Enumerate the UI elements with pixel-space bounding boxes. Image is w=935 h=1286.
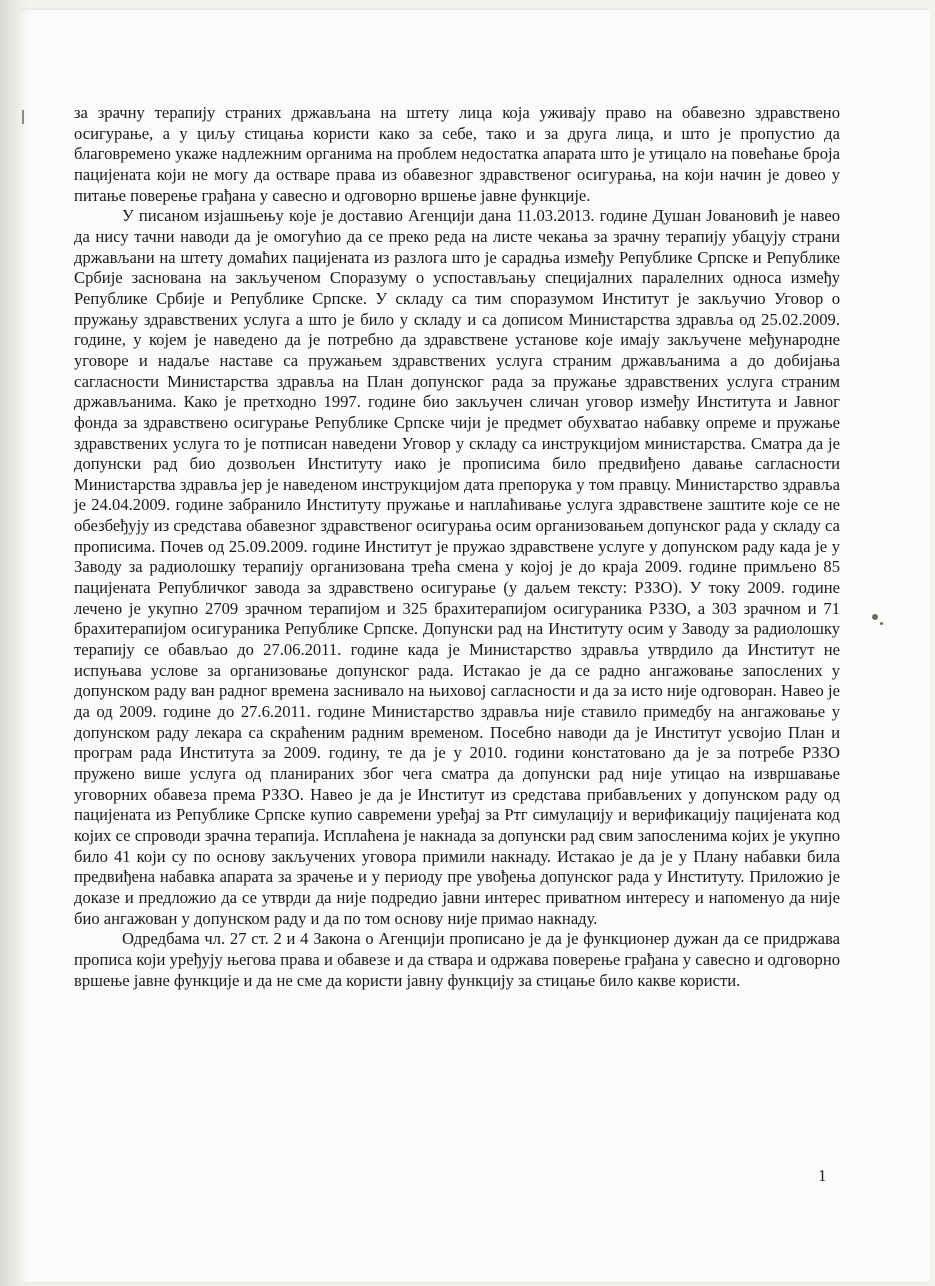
scan-mark: [22, 110, 24, 124]
paragraph-statement: У писаном изјашњењу које је доставио Агенцији дана 11.03.2013. године Душан Јовановић је навео да нису тачни наводи да је омогућио да се преко реда на листе чекања за зрачну терапију убацују страни држављани на штету домаћих пацијената из разлога што је сарадња између Републике Српске и Републике Србије заснована на закљученом Споразуму о успостављању специјалних паралелних односа између Републике Србије и Републике Српске. У складу са тим споразумом Институт је закључио Уговор о пружању здравствених услуга а што је било у складу и са дописом Министарства здравља од 25.02.2009. године, у којем је наведено да је потребно да здравствене установе које имају закључене међународне уговоре и надаље наставе са пружањем здравствених услуга страним држављанима а до добијања сагласности Министарства здравља на План допунског рада за пружање здравствених услуга страним држављанима. Како је претходно 1997. године био закључен сличан уговор између Института и Јавног фонда за здравствено осигурање Републике Српске чији је предмет обухватао набавку опреме и пружање здравствених услуга то је потписан наведени Уговор у складу са инструкцијом министарства. Сматра да је допунски рад био дозвољен Институту иако је прописима било предвиђено давање сагласности Министарства здравља јер је наведеном инструкцијом дата препорука у том правцу. Министарство здравља је 24.04.2009. године забранило Институту пружање и наплаћивање услуга здравствене заштите које се не обезбеђују из средстава обавезног здравственог осигурања осим организовањем допунског рада у складу са прописима. Почев од 25.09.2009. године Институт је пружао здравствене услуге у допунском раду када је у Заводу за радиолошку терапију организована трећа смена у којој је до краја 2009. године примљено 85 пацијената Републичког завода за здравствено осигурање (у даљем тексту: РЗЗО). У току 2009. године лечено је укупно 2709 зрачном терапијом и 325 брахитерапијом осигураника РЗЗО, а 303 зрачном и 71 брахитерапијом осигураника Републике Српске. Допунски рад на Институту осим у Заводу за радиолошку терапију се обављао до 27.06.2011. године када је Министарство здравља утврдило да Институт не испуњава услове за организовање допунског рада. Истакао је да се радно ангажовање запослених у допунском раду ван радног времена заснивало на њиховој сагласности и да за исто није одговоран. Навео је да од 2009. године до 27.6.2011. године Министарство здравља није ставило примедбу на ангажовање у допунском раду лекара са скраћеним радним временом. Посебно наводи да је Институт усвојио План и програм рада Института за 2009. годину, те да је у 2010. години констатовано да је за потребе РЗЗО пружено више услуга од планираних због чега сматра да допунски рад није утицао на извршавање уговорних обавеза према РЗЗО. Навео је да је Институт из средстава прибављених у допунском раду од пацијената из Републике Српске купио савремени уређај за Ртг симулацију и верификацију пацијената код којих се спроводи зрачна терапија. Исплаћена је накнада за допунски рад свим запосленима којих је укупно било 41 који су по основу закључених уговора примили накнаду. Истакао је да је у Плану набавки била предвиђена набавка апарата за зрачење и у периоду пре увођења допунског рада у Институту. Приложио је доказе и предложио да се утврди да није подредио јавни интерес приватном интересу и напоменуо да није био ангажован у допунском раду и да по том основу није примао накнаду.: [74, 206, 840, 928]
scan-speck: [880, 622, 883, 625]
paragraph-legal-provision: Одредбама чл. 27 ст. 2 и 4 Закона о Агенцији прописано је да је функционер дужан да се придржава прописа који уређују његова права и обавезе и да ствара и одржава поверење грађана у савесно и одговорно вршење јавне функције и да не сме да користи јавну функцију за стицање било какве користи.: [74, 929, 840, 990]
document-body: [74, 103, 840, 991]
page-number: 1: [818, 1166, 827, 1185]
scan-left-edge: [0, 0, 30, 1286]
paragraph-continuation: за зрачну терапију страних држављана на штету лица која уживају право на обавезно здравствено осигурање, а у циљу стицања користи како за себе, тако и за друга лица, и што је пропустио да благовремено укаже надлежним органима на проблем недостатка апарата што је утицало на повећање броја пацијената који не могу да остваре права из обавезног здравственог осигурања, на који начин је довео у питање поверење грађана у савесно и одговорно вршење јавне функције.: [74, 103, 840, 205]
scan-speck: [872, 614, 878, 620]
